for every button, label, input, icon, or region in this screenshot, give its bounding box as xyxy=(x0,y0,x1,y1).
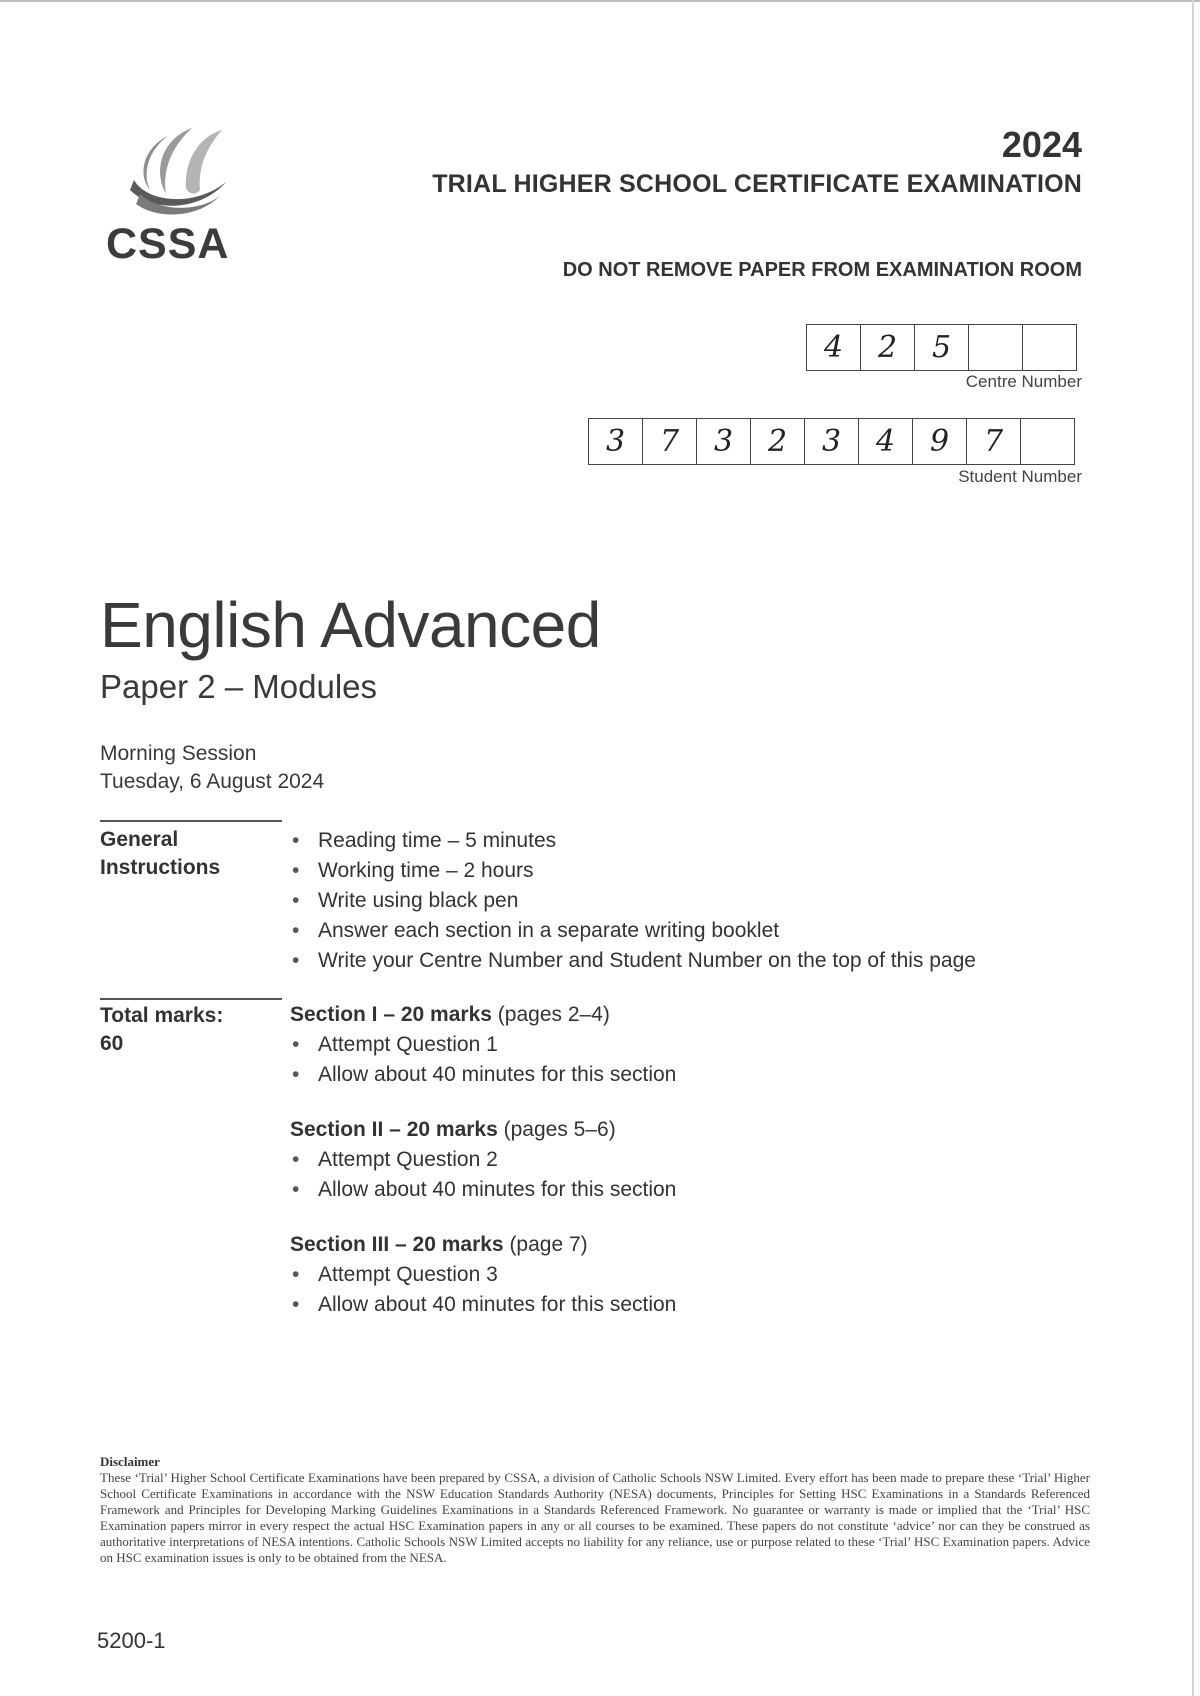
centre-digit-box[interactable] xyxy=(1023,325,1077,370)
cssa-logo xyxy=(106,124,246,274)
general-instructions-label xyxy=(100,826,220,882)
section-2-pages: (pages 5–6) xyxy=(497,1118,616,1141)
instructions-label-line: Instructions xyxy=(100,856,221,879)
student-digit-box[interactable]: 2 xyxy=(751,419,805,464)
instruction-item: • Answer each section in a separate writing booklet xyxy=(290,916,976,946)
total-marks-text: Total marks: xyxy=(100,1004,224,1027)
paper-title: Paper 2 – Modules xyxy=(100,668,378,705)
student-digit-box[interactable]: 3 xyxy=(589,419,643,464)
centre-number-label: Centre Number xyxy=(965,372,1082,391)
instruction-item: • Write your Centre Number and Student Number on the top of this page xyxy=(290,946,976,976)
centre-digit-box[interactable]: 4 xyxy=(807,325,861,370)
section-1-heading xyxy=(290,1003,610,1027)
room-notice: DO NOT REMOVE PAPER FROM EXAMINATION ROOM xyxy=(562,259,1082,281)
section-item: • Attempt Question 2 xyxy=(290,1145,676,1175)
student-number-boxes[interactable] xyxy=(588,418,1075,465)
student-number-label: Student Number xyxy=(958,467,1082,486)
scan-edge-top xyxy=(0,0,1200,2)
subject-title: English Advanced xyxy=(100,589,601,661)
section-item: • Attempt Question 3 xyxy=(290,1260,676,1290)
exam-title: TRIAL HIGHER SCHOOL CERTIFICATE EXAMINATION xyxy=(432,170,1082,198)
instruction-item: • Write using black pen xyxy=(290,886,976,916)
scan-edge-right xyxy=(1192,0,1194,1696)
centre-digit-box[interactable] xyxy=(969,325,1023,370)
disclaimer-body: These ‘Trial’ Higher School Certificate Examinations have been prepared by CSSA, a division of Catholic Schools NSW Limited. Every effort has been made to prepare these ‘Trial’ Higher School Certificate Examinations in accordance with the NSW Education Standards Authority (NESA) documents, Principles for Setting HSC Examinations in a Standards Referenced Framework and Principles for Developing Marking Guidelines Examinations in a Standards Referenced Framework. No guarantee or warranty is made or implied that the ‘Trial’ HSC Examination papers mirror in every respect the actual HSC Examination papers in any or all courses to be examined. These papers do not constitute ‘advice’ nor can they be construed as authoritative interpretations of NESA intentions. Catholic Schools NSW Limited accepts no liability for any reliance, use or purpose related to these ‘Trial’ HSC Examination papers. Advice on HSC examination issues is only to be obtained from the NESA. xyxy=(100,1470,1090,1565)
marks-divider xyxy=(100,998,282,1000)
section-3-pages: (page 7) xyxy=(503,1233,588,1256)
student-digit-box[interactable]: 7 xyxy=(643,419,697,464)
session-name: Morning Session xyxy=(100,742,257,765)
exam-year: 2024 xyxy=(1001,124,1082,165)
section-1-title: Section I – 20 marks xyxy=(290,1003,492,1026)
paper-code: 5200-1 xyxy=(97,1628,166,1653)
disclaimer-title: Disclaimer xyxy=(100,1454,160,1469)
section-1-pages: (pages 2–4) xyxy=(491,1003,610,1026)
section-3-heading xyxy=(290,1233,588,1257)
centre-digit-box[interactable]: 2 xyxy=(861,325,915,370)
logo-wordmark: CSSA xyxy=(106,220,230,268)
student-digit-box[interactable]: 3 xyxy=(697,419,751,464)
centre-digit-box[interactable]: 5 xyxy=(915,325,969,370)
cssa-swoosh-icon xyxy=(106,124,246,224)
student-digit-box[interactable]: 7 xyxy=(967,419,1021,464)
total-marks-label xyxy=(100,1002,223,1058)
instructions-divider xyxy=(100,820,282,822)
student-digit-box[interactable]: 9 xyxy=(913,419,967,464)
section-item: • Allow about 40 minutes for this section xyxy=(290,1290,676,1320)
section-2-title: Section II – 20 marks xyxy=(290,1118,498,1141)
section-item: • Allow about 40 minutes for this section xyxy=(290,1060,676,1090)
instruction-item: • Reading time – 5 minutes xyxy=(290,826,976,856)
total-marks-value: 60 xyxy=(100,1032,124,1055)
section-2-heading xyxy=(290,1118,616,1142)
student-digit-box[interactable] xyxy=(1021,419,1075,464)
student-digit-box[interactable]: 4 xyxy=(859,419,913,464)
section-3-title: Section III – 20 marks xyxy=(290,1233,504,1256)
section-3-list xyxy=(290,1260,676,1320)
student-digit-box[interactable]: 3 xyxy=(805,419,859,464)
instruction-item: • Working time – 2 hours xyxy=(290,856,976,886)
general-instructions-list xyxy=(290,826,976,976)
general-label-line: General xyxy=(100,828,179,851)
section-1-list xyxy=(290,1030,676,1090)
section-item: • Allow about 40 minutes for this section xyxy=(290,1175,676,1205)
section-item: • Attempt Question 1 xyxy=(290,1030,676,1060)
session-info xyxy=(100,740,324,796)
section-2-list xyxy=(290,1145,676,1205)
centre-number-boxes[interactable] xyxy=(806,324,1077,371)
session-date: Tuesday, 6 August 2024 xyxy=(100,770,325,793)
